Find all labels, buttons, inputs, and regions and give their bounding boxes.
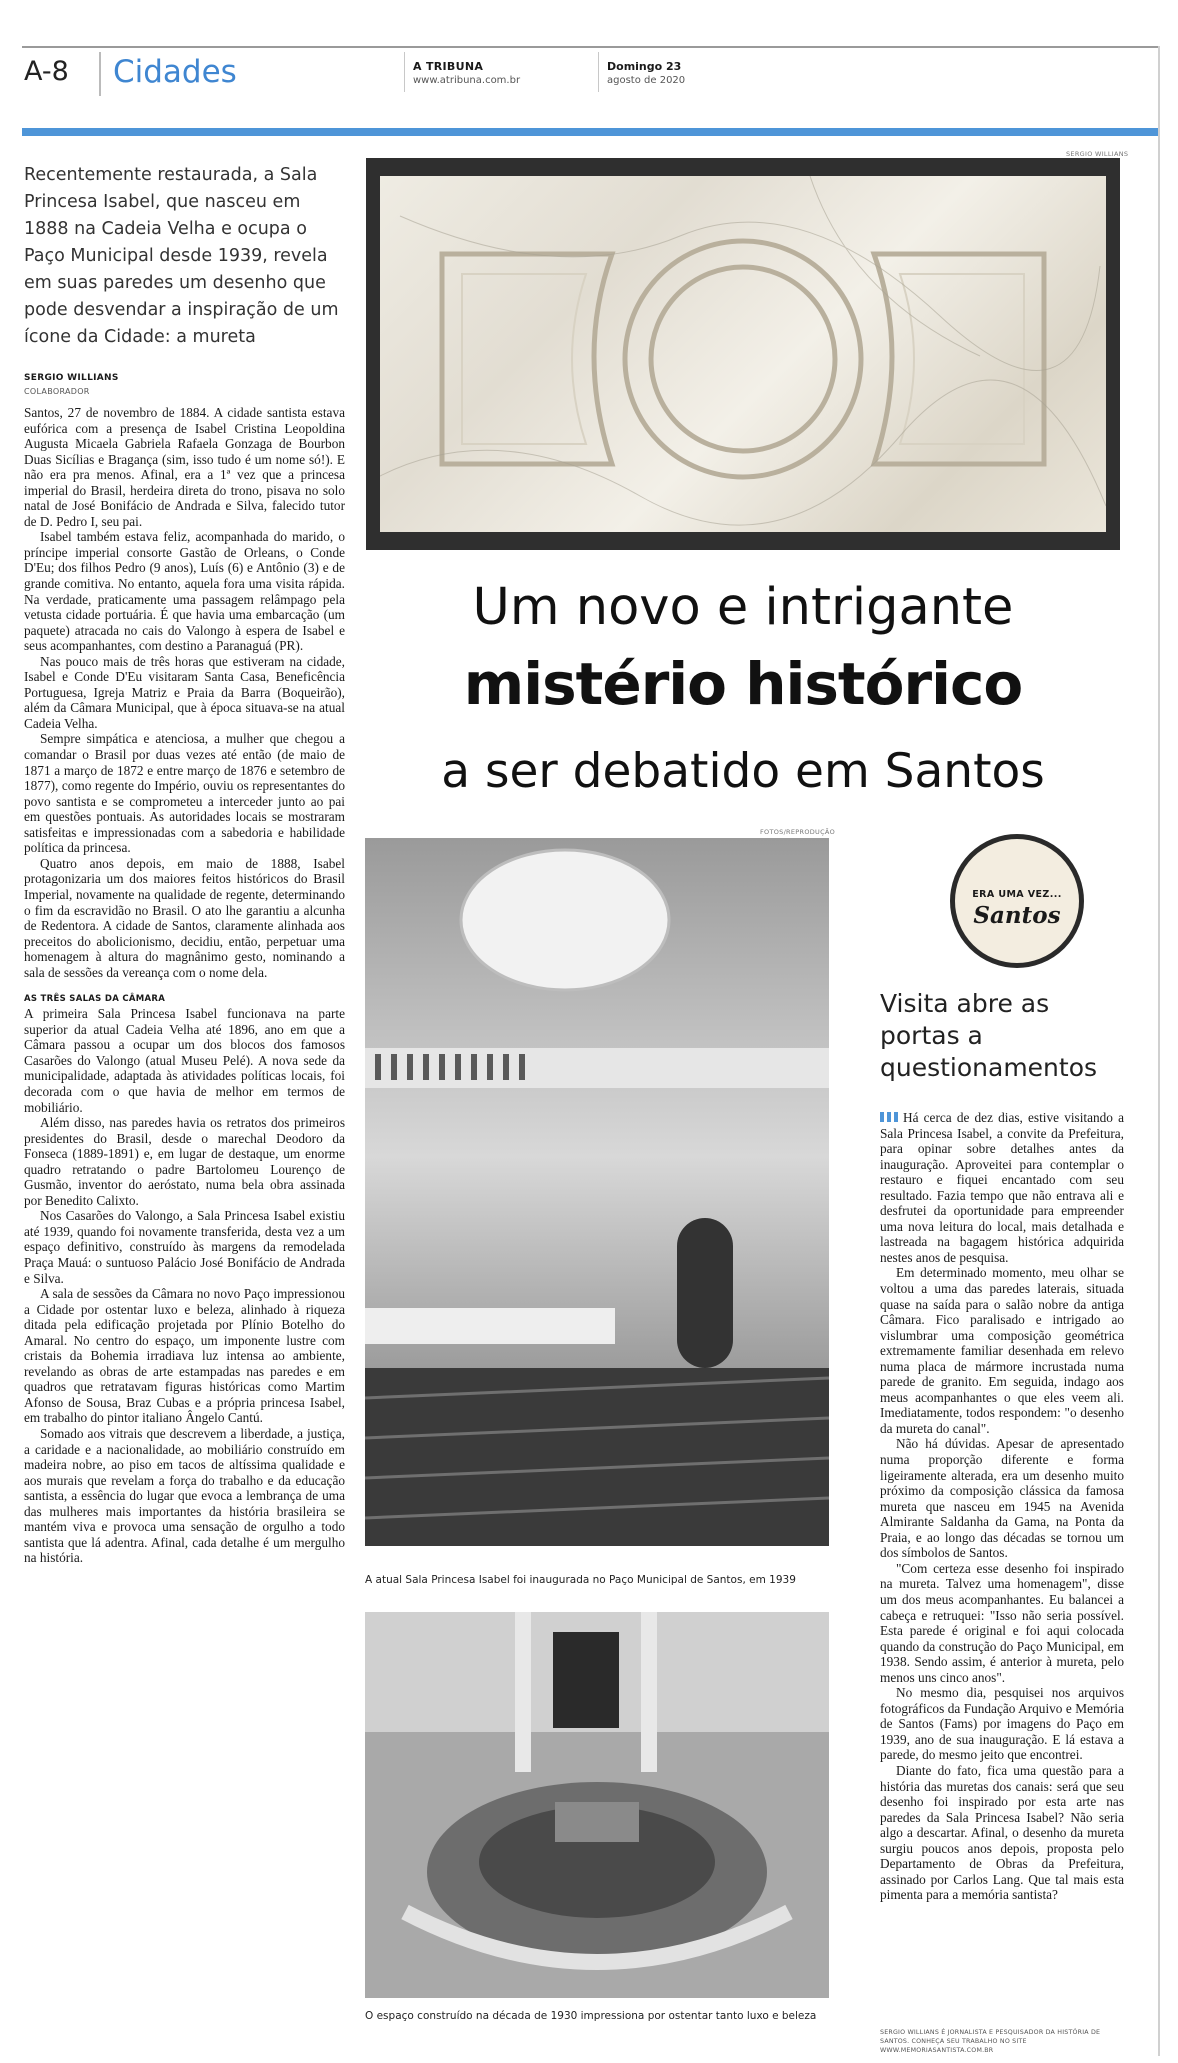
paragraph — [880, 1110, 1124, 1265]
kicker-bars-icon — [880, 1112, 898, 1122]
author-note: SERGIO WILLIANS É JORNALISTA E PESQUISADOR DA HISTÓRIA DE SANTOS. CONHEÇA SEU TRABALHO NO SITE WWW.MEMORIASANTISTA.COM.BR — [880, 2029, 1101, 2054]
right-column — [880, 988, 1124, 1903]
edition-month: agosto de 2020 — [607, 75, 686, 86]
paragraph: Santos, 27 de novembro de 1884. A cidade santista estava eufórica com a presença de Isabel Cristina Leopoldina Augusta Micaela Gabriela Rafaela Gonzaga de Bourbon Duas Sicílias e Bragança (sim, isso tudo é um nome só!). E não era pra menos. Afinal, era a 1ª vez que a princesa imperial do Brasil, herdeira direta do trono, pisava no solo natal de José Bonifácio de Andrada e Silva, falecido tutor de D. Pedro I, seu pai. — [24, 405, 345, 529]
masthead-divider — [404, 52, 405, 92]
byline: SERGIO WILLIANS — [24, 373, 119, 383]
paragraph: Sempre simpática e atenciosa, a mulher que chegou a comandar o Brasil por duas vezes até então (de maio de 1871 a março de 1872 e entre março de 1876 e setembro de 1877), como regente do Império, ouviu os representantes do povo santista e se comprometeu a interceder junto ao pai em questões pontuais. As autoridades locais se mostraram satisfeitas e impressionadas com a sabedoria e habilidade política da princesa. — [24, 731, 345, 856]
paragraph: A primeira Sala Princesa Isabel funcionava na parte superior da atual Cadeia Velha até 1896, ano em que a Câmara passou a ocupar um dos blocos dos famosos Casarões do Valongo (atual Museu Pelé). A nova sede da municipalidade, adaptada às atividades políticas locais, foi decorada com o que havia de melhor em termos de mobiliário. — [24, 1006, 345, 1115]
paragraph: Isabel também estava feliz, acompanhada do marido, o príncipe imperial consorte Gastão de Orleans, o Conde D'Eu; dos filhos Pedro (9 anos), Luís (6) e Antônio (3) e de grande comitiva. No entanto, aquela fora uma visita rápida. Na verdade, praticamente uma passagem relâmpago pela vetusta cidade portuária. É que havia uma embarcação (um paquete) atracada no cais do Valongo à espera de Isabel e seus acompanhantes, com destino a Paranaguá (PR). — [24, 529, 345, 654]
paragraph: No mesmo dia, pesquisei nos arquivos fotográficos da Fundação Arquivo e Memória de Santos (Fams) por imagens do Paço em 1939, ano de sua inauguração. E lá estava a parede, do mesmo jeito que encontrei. — [880, 1685, 1124, 1763]
edition-day: Domingo 23 — [607, 60, 682, 73]
newspaper-name: A TRIBUNA — [413, 60, 484, 73]
paragraph-text: Há cerca de dez dias, estive visitando a Sala Princesa Isabel, a convite da Prefeitura, para opinar sobre detalhes antes da inauguração. Aproveitei para contemplar o restauro e fiquei encantado com seu resultado. Fazia tempo que não entrava ali e desfrutei da oportunidade para empreender uma nova leitura do local, mais detalhada e lastreada na bagagem histórica adquirida nestes anos de pesquisa. — [880, 1110, 1124, 1265]
masthead-accent-bar — [22, 128, 1160, 136]
headline-line-3: a ser debatido em Santos — [441, 744, 1045, 799]
marble-relief-photo — [366, 158, 1120, 550]
left-column — [24, 162, 345, 1566]
page-number: A-8 — [24, 56, 69, 87]
subheading: AS TRÊS SALAS DA CÂMARA — [24, 994, 166, 1005]
paragraph: Além disso, nas paredes havia os retratos dos primeiros presidentes do Brasil, desde o marechal Deodoro da Fonseca (1889-1891) e, em lugar de destaque, um enorme quadro retratando o padre Bartolomeu Lourenço de Gusmão, inventor do aeróstato, numa bela obra assinada por Benedito Calixto. — [24, 1115, 345, 1208]
mureta-relief-drawing — [380, 176, 1106, 532]
headline-line-2: mistério histórico — [463, 650, 1023, 718]
column-stamp-logo — [950, 834, 1084, 968]
paragraph: A sala de sessões da Câmara no novo Paço impressionou a Cidade por ostentar luxo e beleza, alinhado à riqueza ditada pela edificação projetada por Plínio Botelho do Amaral. No centro do espaço, um imponente lustre com cristais da Bohemia irradiava luz intensa ao ambiente, revelando as obras de arte estampadas nas paredes e em quadros que retratavam figuras históricas como Martim Afonso de Sousa, Braz Cubas e a própria princesa Isabel, em trabalho do pintor italiano Ângelo Cantú. — [24, 1286, 345, 1426]
byline-role: COLABORADOR — [24, 387, 90, 396]
section-title: Cidades — [113, 54, 237, 90]
photo-credit: FOTOS/REPRODUÇÃO — [760, 828, 835, 836]
paragraph: Quatro anos depois, em maio de 1888, Isabel protagonizaria um dos maiores feitos históricos do Brasil Imperial, novamente na qualidade de regente, determinando o fim da escravidão no Brasil. O ato lhe garantiu a alcunha de Redentora. A cidade de Santos, claramente alinhada aos preceitos do abolicionismo, decidiu, então, perpetuar uma homenagem à altura do magnânimo gesto, nominando a sala de sessões da vereança com o nome dela. — [24, 855, 345, 980]
masthead-divider — [99, 52, 101, 96]
newspaper-url[interactable]: www.atribuna.com.br — [413, 75, 521, 86]
page-right-rule — [1158, 46, 1160, 2056]
paragraph: "Com certeza esse desenho foi inspirado na mureta. Talvez uma homenagem", disse um dos meus acompanhantes. Eu balancei a cabeça e retruquei: "Isso não seria possível. Esta parede é original e foi aqui colocada quando da construção do Paço Municipal, em 1938. Sendo assim, é anterior à mureta, pelo menos uns cinco anos". — [880, 1560, 1124, 1685]
session-room-overview-illustration — [365, 1612, 829, 1998]
paragraph: Em determinado momento, meu olhar se voltou a uma das paredes laterais, situada quase na saída para o salão nobre da antiga Câmara. Fico paralisado e intrigado ao vislumbrar uma composição geométrica extremamente familiar desenhada em relevo numa placa de mármore incrustada numa parede de granito. Em seguida, indago aos meus acompanhantes o que eles veem ali. Imediatamente, todos respondem: "o desenho da mureta do canal". — [880, 1265, 1124, 1436]
paragraph: Diante do fato, fica uma questão para a história das muretas dos canais: será que seu desenho foi inspirado por esta arte nas paredes da Sala Princesa Isabel? Não seria algo a descartar. Afinal, o desenho da mureta surgiu poucos anos depois, proposta pelo Departamento de Obras da Prefeitura, assinado por Carlos Lang. Que tal mais esta pimenta para a memória santista? — [880, 1762, 1124, 1903]
marble-slab — [380, 176, 1106, 532]
article-body — [24, 405, 345, 980]
sidebar-title: Visita abre as portas a questionamentos — [880, 989, 1098, 1082]
article-body-continued — [24, 1006, 345, 1566]
photo-caption: O espaço construído na década de 1930 impressiona por ostentar tanto luxo e beleza — [365, 2010, 817, 2022]
session-room-illustration — [365, 838, 829, 1546]
paragraph: Nas pouco mais de três horas que estiveram na cidade, Isabel e Conde D'Eu visitaram Santa Casa, Beneficência Portuguesa, Igreja Matriz e Praia da Barra (Boqueirão), além da Câmara Municipal, que à época situava-se na atual Cadeia Velha. — [24, 653, 345, 731]
stamp-main-text: Santos — [973, 902, 1061, 929]
masthead-divider — [598, 52, 599, 92]
paragraph: Não há dúvidas. Apesar de apresentado numa proporção diferente e forma ligeiramente alterada, era um desenho muito próximo da composição clássica da famosa mureta que nasceu em 1945 na Avenida Almirante Saldanha da Gama, na Ponta da Praia, e ao longo das décadas se tornou um dos símbolos de Santos. — [880, 1436, 1124, 1561]
masthead-top-rule — [22, 46, 1160, 48]
session-room-photo — [365, 838, 829, 1546]
article-lede: Recentemente restaurada, a Sala Princesa Isabel, que nasceu em 1888 na Cadeia Velha e ocupa o Paço Municipal desde 1939, revela em suas paredes um desenho que pode desvendar a inspiração de um ícone da Cidade: a mureta — [24, 165, 339, 347]
photo-caption: A atual Sala Princesa Isabel foi inaugurada no Paço Municipal de Santos, em 1939 — [365, 1574, 796, 1586]
session-room-overview-photo — [365, 1612, 829, 1998]
sidebar-body — [880, 1110, 1124, 1903]
paragraph: Nos Casarões do Valongo, a Sala Princesa Isabel existiu até 1939, quando foi novamente transferida, desta vez a um espaço definitivo, construído às margens da remodelada Praça Mauá: o suntuoso Palácio José Bonifácio de Andrada e Silva. — [24, 1208, 345, 1286]
stamp-top-text: ERA UMA VEZ... — [972, 889, 1062, 900]
photo-credit: SERGIO WILLIANS — [1066, 150, 1129, 158]
paragraph: Somado aos vitrais que descrevem a liberdade, a justiça, a caridade e a nacionalidade, ao mobiliário construído em madeira nobre, ao piso em tacos de altíssima qualidade e aos murais que revelam a força do trabalho e da educação santista, a essência do lugar que evoca a lembrança de uma das mulheres mais importantes da história brasileira se mantém viva e provoca uma sensação de orgulho a todo santista que lá adentra. Afinal, cada detalhe é um mergulho na história. — [24, 1426, 345, 1566]
headline-line-1: Um novo e intrigante — [472, 578, 1014, 637]
